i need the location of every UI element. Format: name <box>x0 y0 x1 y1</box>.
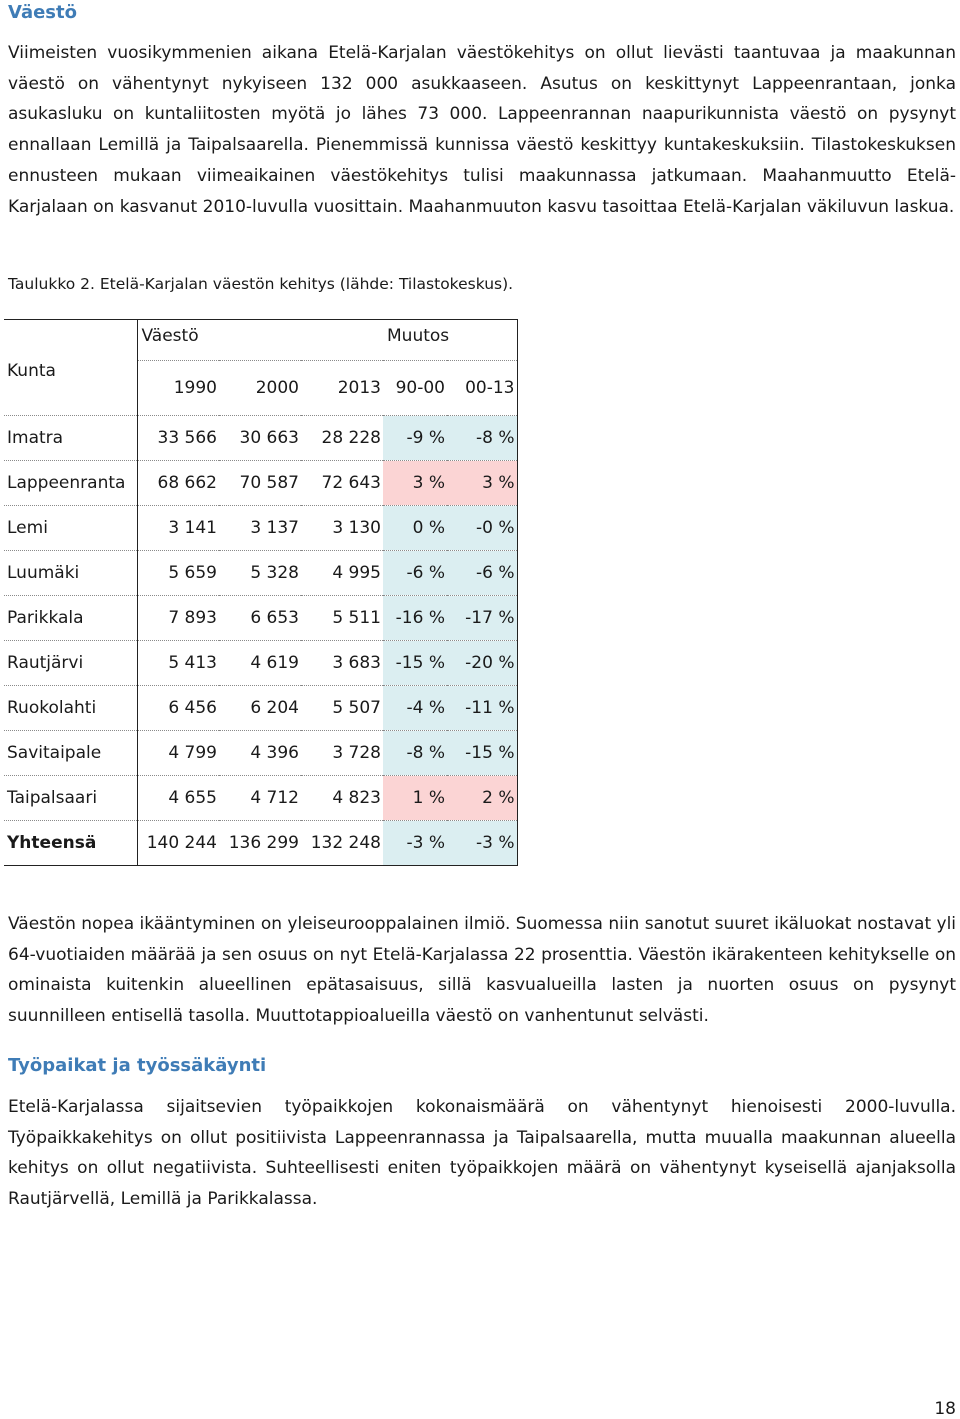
cell-kunta: Imatra <box>4 416 137 461</box>
cell-change-00-13: -15 % <box>447 731 517 776</box>
header-vaesto: Väestö <box>137 320 383 361</box>
cell-change-00-13: -20 % <box>447 641 517 686</box>
table-row <box>4 686 517 731</box>
page-number: 18 <box>934 1399 956 1419</box>
cell-2013: 3 683 <box>301 641 383 686</box>
table-row <box>4 416 517 461</box>
cell-kunta: Savitaipale <box>4 731 137 776</box>
header-muutos: Muutos <box>383 320 517 361</box>
table-row <box>4 506 517 551</box>
cell-2000: 6 204 <box>219 686 301 731</box>
table-row <box>4 731 517 776</box>
section-heading-tyopaikat: Työpaikat ja työssäkäynti <box>8 1055 267 1076</box>
cell-kunta: Luumäki <box>4 551 137 596</box>
population-table <box>4 319 518 866</box>
cell-1990: 6 456 <box>137 686 219 731</box>
cell-1990: 4 799 <box>137 731 219 776</box>
cell-change-00-13: -8 % <box>447 416 517 461</box>
cell-change-00-13: -6 % <box>447 551 517 596</box>
cell-change-90-00: -16 % <box>383 596 447 641</box>
cell-1990: 33 566 <box>137 416 219 461</box>
cell-2000: 6 653 <box>219 596 301 641</box>
header-kunta: Kunta <box>4 320 137 416</box>
cell-change-00-13: -17 % <box>447 596 517 641</box>
cell-2000: 4 712 <box>219 776 301 821</box>
table-caption: Taulukko 2. Etelä-Karjalan väestön kehitys (lähde: Tilastokeskus). <box>8 275 514 293</box>
cell-change-90-00: 0 % <box>383 506 447 551</box>
table-header-row-1 <box>4 320 517 361</box>
cell-2000: 4 619 <box>219 641 301 686</box>
cell-change-90-00-total: -3 % <box>383 821 447 866</box>
table-row <box>4 641 517 686</box>
cell-2000: 5 328 <box>219 551 301 596</box>
change-header: 90-00 <box>383 361 447 416</box>
table-row <box>4 461 517 506</box>
cell-1990: 7 893 <box>137 596 219 641</box>
year-header: 2013 <box>301 361 383 416</box>
cell-kunta-total: Yhteensä <box>4 821 137 866</box>
cell-1990: 68 662 <box>137 461 219 506</box>
cell-2013: 4 823 <box>301 776 383 821</box>
cell-1990: 5 659 <box>137 551 219 596</box>
change-header: 00-13 <box>447 361 517 416</box>
year-header: 1990 <box>137 361 219 416</box>
table-row <box>4 551 517 596</box>
cell-1990: 5 413 <box>137 641 219 686</box>
cell-2013: 28 228 <box>301 416 383 461</box>
cell-1990-total: 140 244 <box>137 821 219 866</box>
cell-change-90-00: -4 % <box>383 686 447 731</box>
table-row <box>4 776 517 821</box>
cell-2000-total: 136 299 <box>219 821 301 866</box>
cell-2013: 3 728 <box>301 731 383 776</box>
cell-change-90-00: 1 % <box>383 776 447 821</box>
cell-change-90-00: -15 % <box>383 641 447 686</box>
cell-2000: 4 396 <box>219 731 301 776</box>
cell-change-00-13: -0 % <box>447 506 517 551</box>
cell-kunta: Lappeenranta <box>4 461 137 506</box>
paragraph-ikaantyminen: Väestön nopea ikääntyminen on yleiseurooppalainen ilmiö. Suomessa niin sanotut suuret ikäluokat nostavat yli 64-vuotiaiden määrää ja sen osuus on nyt Etelä-Karjalassa 22 prosenttia. Väestön ikärakenteen kehitykselle on ominaista kuitenkin alueellinen epätasaisuus, sillä kasvualueilla lasten ja nuorten osuus on pysynyt suunnilleen entisellä tasolla. Muuttotappioalueilla väestö on vanhentunut selvästi. <box>8 914 957 1027</box>
cell-kunta: Parikkala <box>4 596 137 641</box>
cell-2000: 3 137 <box>219 506 301 551</box>
cell-change-00-13: -11 % <box>447 686 517 731</box>
cell-kunta: Rautjärvi <box>4 641 137 686</box>
cell-2000: 30 663 <box>219 416 301 461</box>
cell-2013: 4 995 <box>301 551 383 596</box>
cell-change-90-00: 3 % <box>383 461 447 506</box>
section-heading-vaesto: Väestö <box>8 2 77 23</box>
cell-change-90-00: -9 % <box>383 416 447 461</box>
cell-change-00-13: 2 % <box>447 776 517 821</box>
paragraph-tyopaikat: Etelä-Karjalassa sijaitsevien työpaikkojen kokonaismäärä on vähentynyt hienoisesti 2000-luvulla. Työpaikkakehitys on ollut positiivista Lappeenrannassa ja Taipalsaarella, mutta muualla maakunnan alueella kehitys on ollut negatiivista. Suhteellisesti eniten työpaikkojen määrä on vähentynyt kyseisellä ajanjaksolla Rautjärvellä, Lemillä ja Parikkalassa. <box>8 1097 956 1210</box>
cell-kunta: Taipalsaari <box>4 776 137 821</box>
cell-change-00-13: 3 % <box>447 461 517 506</box>
cell-kunta: Lemi <box>4 506 137 551</box>
table-total-row <box>4 821 517 866</box>
cell-change-90-00: -8 % <box>383 731 447 776</box>
cell-2013: 3 130 <box>301 506 383 551</box>
cell-2000: 70 587 <box>219 461 301 506</box>
cell-kunta: Ruokolahti <box>4 686 137 731</box>
paragraph-vaesto: Viimeisten vuosikymmenien aikana Etelä-Karjalan väestökehitys on ollut lievästi taantuvaa ja maakunnan väestö on vähentynyt nykyiseen 132 000 asukkaaseen. Asutus on keskittynyt Lappeenrantaan, jonka asukasluku on kuntaliitosten myötä jo lähes 73 000. Lappeenrannan naapurikunnista väestö on pysynyt ennallaan Lemillä ja Taipalsaarella. Pienemmissä kunnissa väestö keskittyy kuntakeskuksiin. Tilastokeskuksen ennusteen mukaan viimeaikainen väestökehitys tulisi maakunnassa jatkumaan. Maahanmuutto Etelä-Karjalaan on kasvanut 2010-luvulla vuosittain. Maahanmuuton kasvu tasoittaa Etelä-Karjalan väkiluvun laskua. <box>8 43 956 217</box>
table-row <box>4 596 517 641</box>
cell-1990: 4 655 <box>137 776 219 821</box>
cell-change-90-00: -6 % <box>383 551 447 596</box>
cell-1990: 3 141 <box>137 506 219 551</box>
cell-2013: 72 643 <box>301 461 383 506</box>
cell-2013-total: 132 248 <box>301 821 383 866</box>
cell-2013: 5 511 <box>301 596 383 641</box>
cell-change-00-13-total: -3 % <box>447 821 517 866</box>
cell-2013: 5 507 <box>301 686 383 731</box>
year-header: 2000 <box>219 361 301 416</box>
